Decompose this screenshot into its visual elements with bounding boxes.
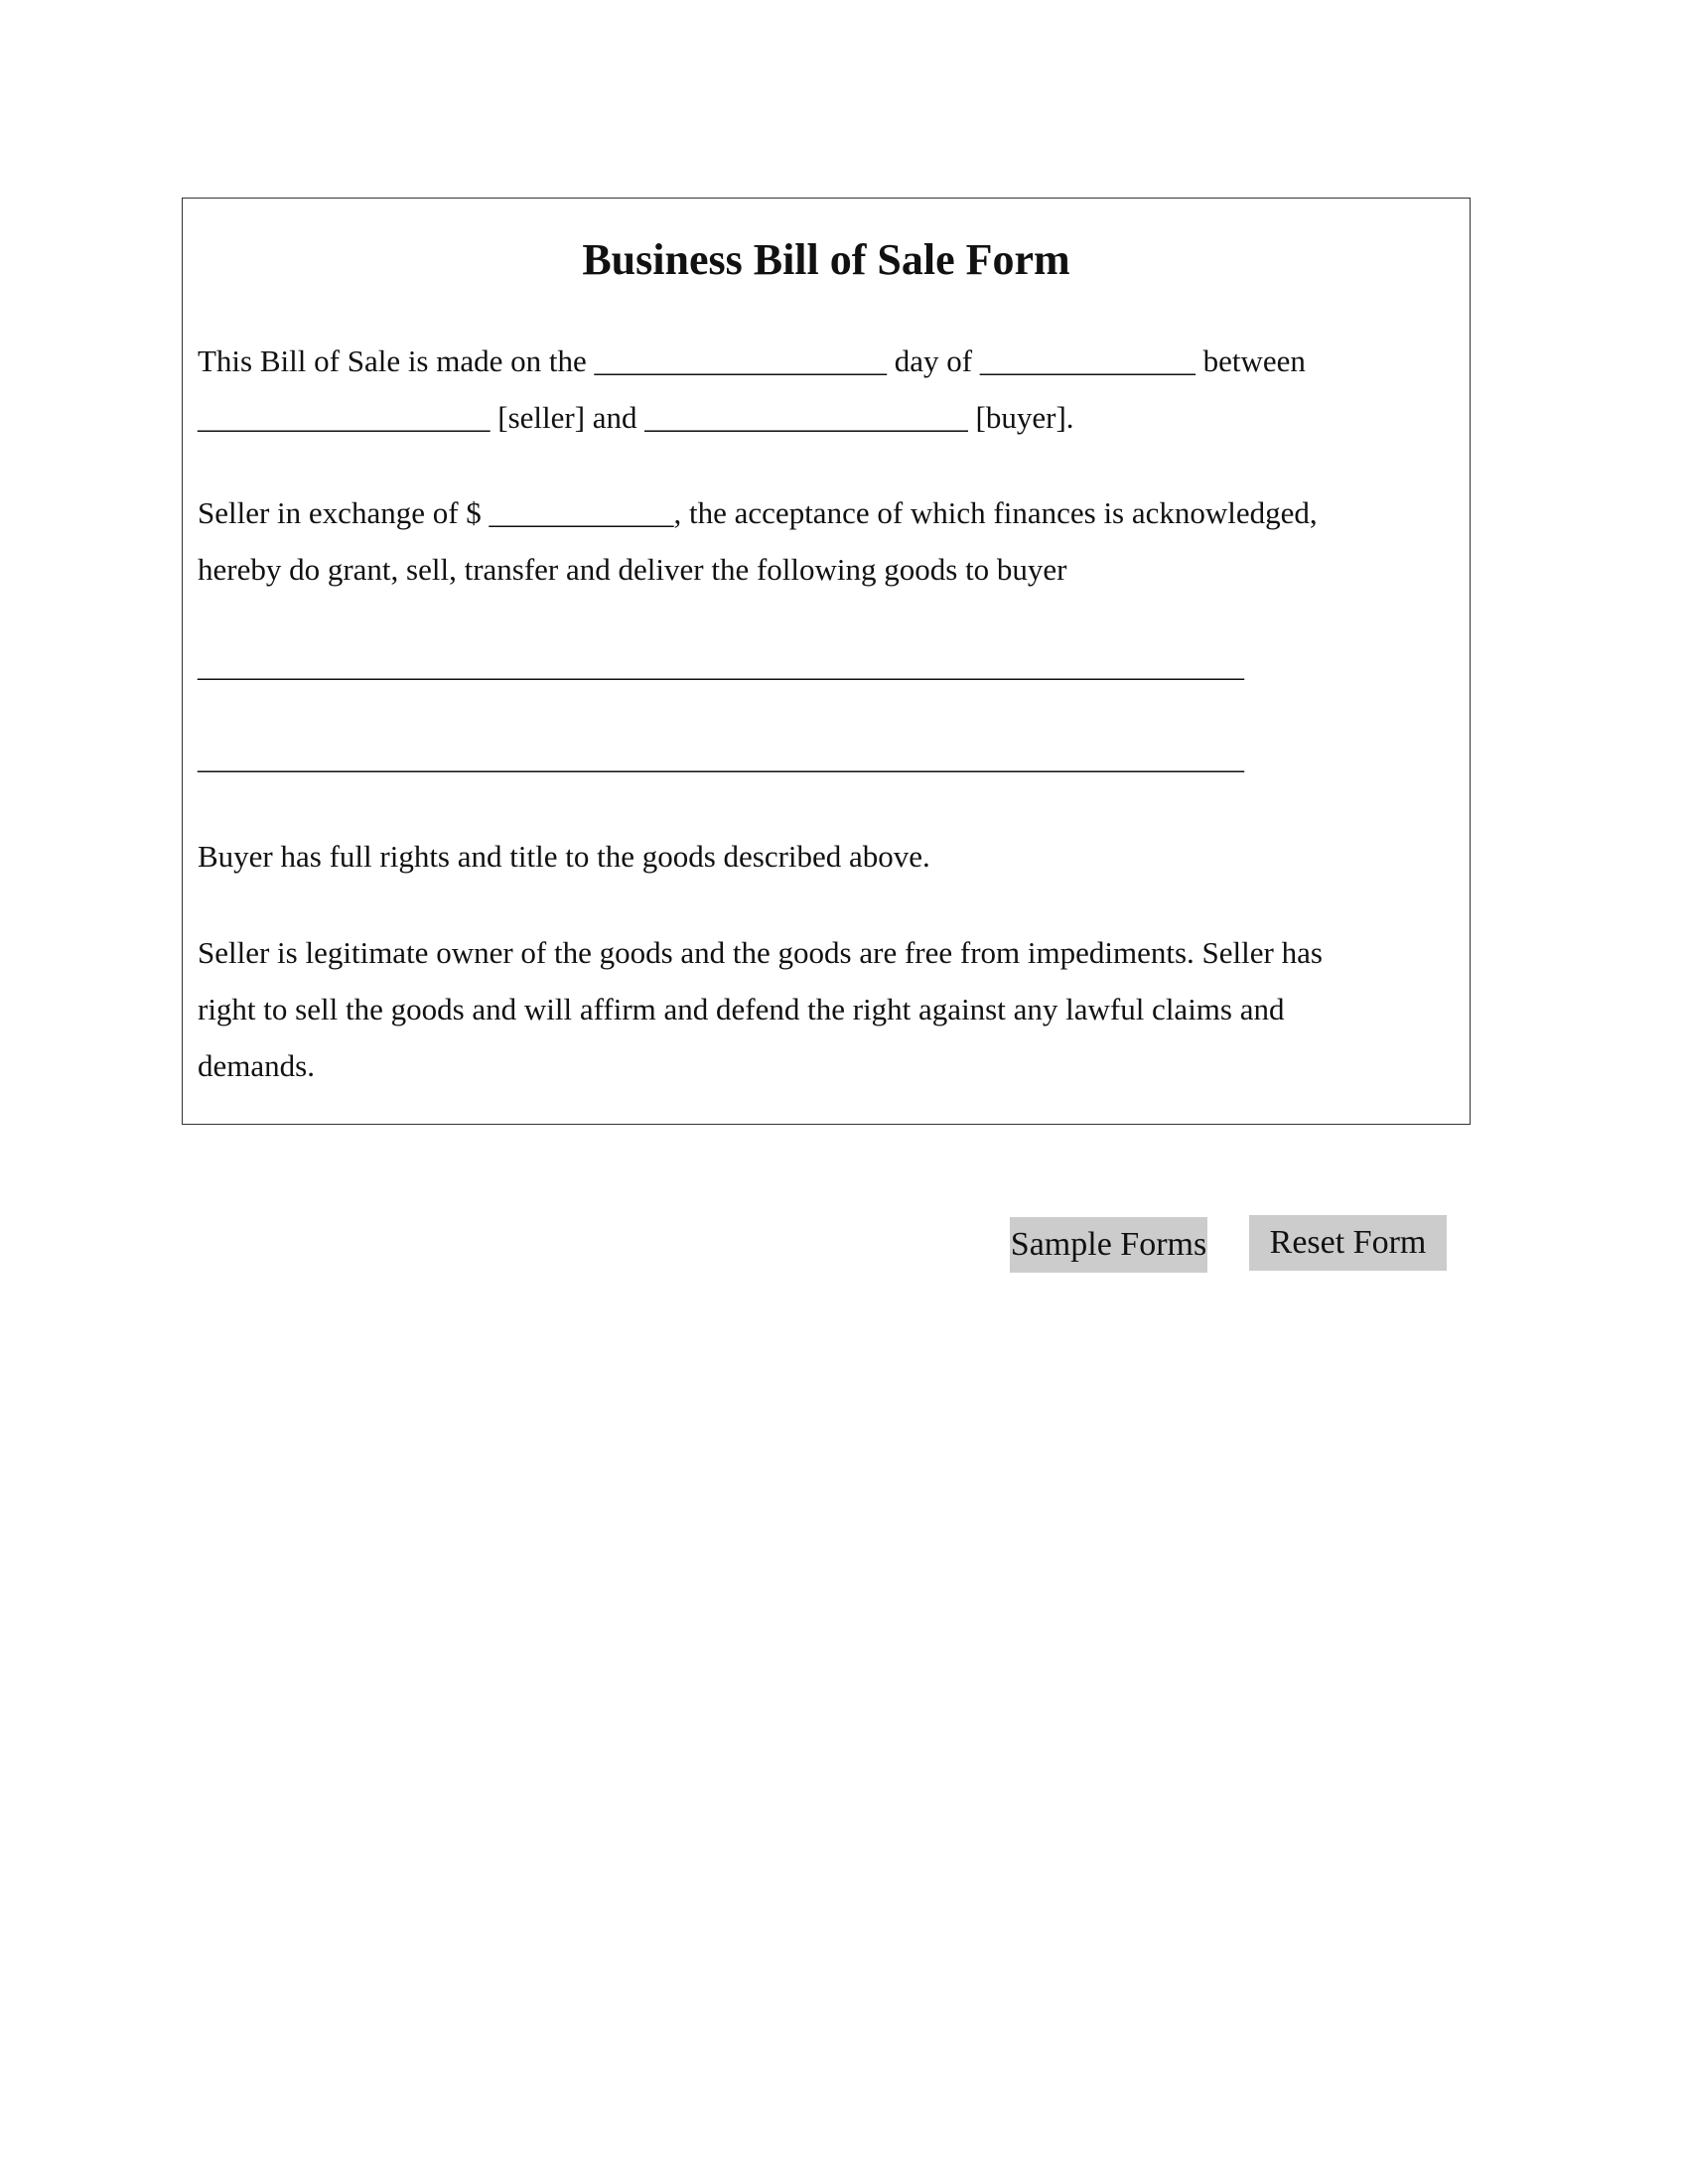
exchange-line-2: hereby do grant, sell, transfer and deliver the following goods to buyer [198, 552, 1067, 587]
seller-warranty-line-3: demands. [198, 1048, 315, 1083]
seller-warranty-line-1: Seller is legitimate owner of the goods and the goods are free from impediments. Seller has [198, 935, 1323, 970]
form-title: Business Bill of Sale Form [582, 235, 1070, 284]
goods-blank-2[interactable]: ____________________________________________________________________ [198, 741, 1244, 775]
bill-of-sale-form [182, 198, 1471, 1125]
exchange-line-1: Seller in exchange of $ ____________, the acceptance of which finances is acknowledged, [198, 495, 1318, 530]
reset-form-button[interactable]: Reset Form [1249, 1215, 1447, 1271]
goods-blank-1[interactable]: ____________________________________________________________________ [198, 648, 1244, 683]
seller-warranty-line-2: right to sell the goods and will affirm and defend the right against any lawful claims and [198, 992, 1285, 1026]
date-parties-line-1: This Bill of Sale is made on the ___________________ day of ______________ between [198, 343, 1306, 378]
sample-forms-button[interactable]: Sample Forms [1010, 1217, 1207, 1273]
buyer-rights-line: Buyer has full rights and title to the goods described above. [198, 839, 930, 874]
date-parties-line-2: ___________________ [seller] and _____________________ [buyer]. [198, 400, 1074, 435]
